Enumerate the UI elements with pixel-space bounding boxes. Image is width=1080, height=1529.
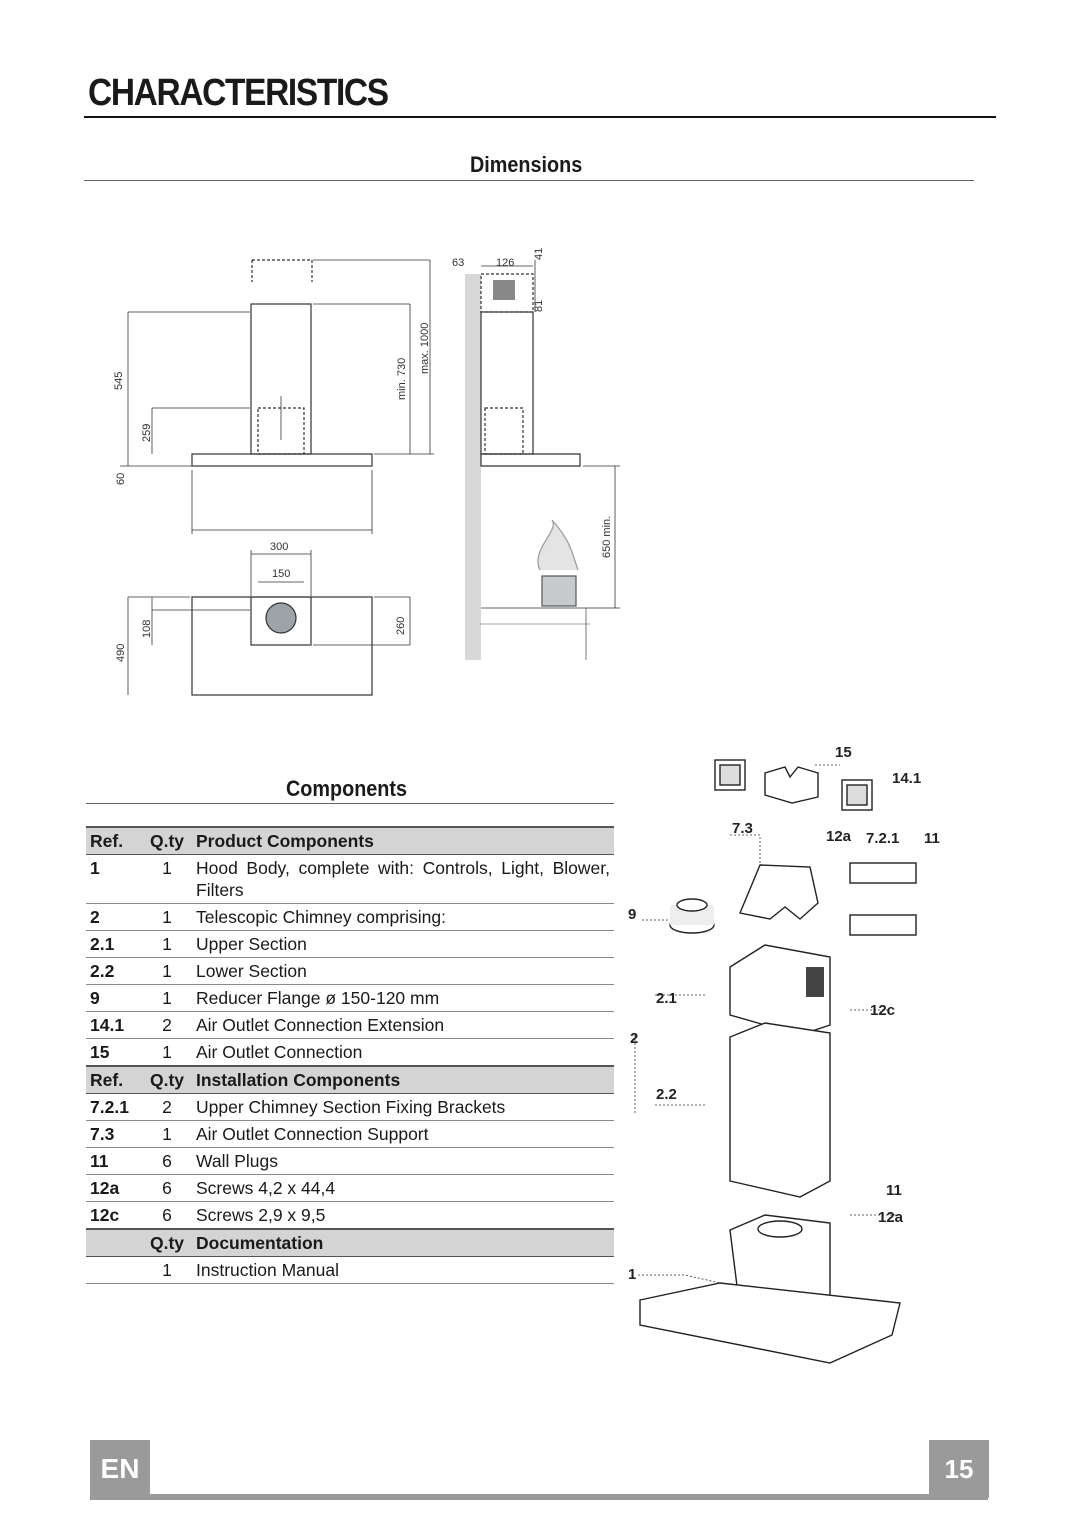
installation-header-row <box>86 1066 614 1094</box>
row-ref <box>86 1257 142 1284</box>
row-ref: 11 <box>86 1148 142 1175</box>
dim-126: 126 <box>496 257 515 269</box>
table-row <box>86 1039 614 1067</box>
row-ref: 14.1 <box>86 1012 142 1039</box>
table-row <box>86 1257 614 1284</box>
components-heading: Components <box>286 776 408 801</box>
row-qty: 1 <box>142 1121 192 1148</box>
dim-63: 63 <box>452 257 465 269</box>
dim-41: 41 <box>533 247 545 260</box>
table-row <box>86 1012 614 1039</box>
table-row <box>86 1202 614 1230</box>
table-row <box>86 1148 614 1175</box>
row-ref: 7.2.1 <box>86 1094 142 1121</box>
row-qty: 1 <box>142 904 192 931</box>
header-qty: Q.ty <box>142 1066 192 1094</box>
table-row <box>86 1094 614 1121</box>
row-qty: 2 <box>142 1012 192 1039</box>
row-ref: 12c <box>86 1202 142 1230</box>
row-ref: 9 <box>86 985 142 1012</box>
dim-max1000: max. 1000 <box>419 322 431 374</box>
header-qty: Q.ty <box>142 827 192 855</box>
row-qty: 2 <box>142 1094 192 1121</box>
label-2-2: 2.2 <box>656 1086 677 1103</box>
label-14-1: 14.1 <box>892 770 922 787</box>
row-qty: 1 <box>142 855 192 904</box>
row-ref: 12a <box>86 1175 142 1202</box>
row-desc: Air Outlet Connection Support <box>192 1121 614 1148</box>
product-header-row <box>86 827 614 855</box>
header-title: Product Components <box>192 827 614 855</box>
row-ref: 1 <box>86 855 142 904</box>
canopy-body <box>640 1283 900 1363</box>
row-ref: 2.2 <box>86 958 142 985</box>
row-ref: 2 <box>86 904 142 931</box>
row-qty: 6 <box>142 1148 192 1175</box>
outlet-support-bracket <box>740 865 818 919</box>
label-12c: 12c <box>870 1002 896 1019</box>
page-number: 15 <box>929 1440 989 1498</box>
language-badge: EN <box>90 1440 150 1498</box>
dim-300: 300 <box>270 541 289 553</box>
dim-108: 108 <box>141 619 153 638</box>
row-desc: Telescopic Chimney comprising: <box>192 904 614 931</box>
label-9: 9 <box>628 906 637 923</box>
header-ref <box>86 1229 142 1257</box>
table-row <box>86 855 614 904</box>
label-2: 2 <box>630 1030 639 1047</box>
row-desc: Air Outlet Connection <box>192 1039 614 1067</box>
label-2-1: 2.1 <box>656 990 677 1007</box>
dimensions-rule <box>84 180 974 181</box>
label-1: 1 <box>628 1266 637 1283</box>
documentation-header-row <box>86 1229 614 1257</box>
fixing-bracket-upper <box>850 863 916 883</box>
label-12a-bottom: 12a <box>878 1209 904 1226</box>
label-12a-top: 12a <box>826 828 852 845</box>
dim-81: 81 <box>533 299 545 312</box>
header-title: Installation Components <box>192 1066 614 1094</box>
dimensions-drawing <box>100 240 640 710</box>
chimney-lower-section <box>730 1023 830 1197</box>
air-outlet-connection <box>765 767 818 803</box>
label-11-bottom: 11 <box>886 1182 902 1199</box>
row-qty: 1 <box>142 931 192 958</box>
row-ref: 2.1 <box>86 931 142 958</box>
row-qty: 6 <box>142 1175 192 1202</box>
row-qty: 1 <box>142 985 192 1012</box>
dim-150: 150 <box>272 568 291 580</box>
dim-650: 650 min. <box>601 515 613 558</box>
row-ref: 15 <box>86 1039 142 1067</box>
row-desc: Instruction Manual <box>192 1257 614 1284</box>
label-7-3: 7.3 <box>732 820 753 837</box>
exploded-view-drawing <box>620 735 960 1375</box>
row-desc: Reducer Flange ø 150-120 mm <box>192 985 614 1012</box>
footer-band <box>90 1494 988 1500</box>
canopy-side <box>481 454 580 466</box>
row-qty: 1 <box>142 1039 192 1067</box>
row-desc: Screws 2,9 x 9,5 <box>192 1202 614 1230</box>
table-row <box>86 931 614 958</box>
outlet-circle <box>266 603 296 633</box>
steam <box>538 520 578 570</box>
row-desc: Upper Section <box>192 931 614 958</box>
dim-260: 260 <box>395 616 407 635</box>
row-desc: Screws 4,2 x 44,4 <box>192 1175 614 1202</box>
dim-60: 60 <box>115 472 127 485</box>
header-title: Documentation <box>192 1229 614 1257</box>
dim-490: 490 <box>115 643 127 662</box>
row-desc: Upper Chimney Section Fixing Brackets <box>192 1094 614 1121</box>
row-desc: Wall Plugs <box>192 1148 614 1175</box>
duct-dashed-outline <box>252 260 312 282</box>
label-15: 15 <box>835 744 852 761</box>
row-desc: Hood Body, complete with: Controls, Light, Blower, Filters <box>192 855 614 904</box>
row-desc: Air Outlet Connection Extension <box>192 1012 614 1039</box>
canopy-front <box>192 454 372 466</box>
dimensions-heading: Dimensions <box>470 152 583 177</box>
table-row <box>86 1121 614 1148</box>
label-11-top: 11 <box>924 830 940 847</box>
row-qty: 1 <box>142 958 192 985</box>
dim-min730: min. 730 <box>396 357 408 400</box>
components-table <box>86 826 614 1284</box>
dim-259: 259 <box>141 423 153 442</box>
header-ref: Ref. <box>86 1066 142 1094</box>
header-qty: Q.ty <box>142 1229 192 1257</box>
title-rule <box>84 116 996 118</box>
components-rule <box>86 803 614 804</box>
pot <box>542 576 576 606</box>
table-row <box>86 958 614 985</box>
row-qty: 1 <box>142 1257 192 1284</box>
row-ref: 7.3 <box>86 1121 142 1148</box>
wall-section <box>465 274 481 660</box>
table-row <box>86 904 614 931</box>
row-qty: 6 <box>142 1202 192 1230</box>
fixing-bracket-lower <box>850 915 916 935</box>
row-desc: Lower Section <box>192 958 614 985</box>
chimney-side <box>481 312 533 454</box>
table-row <box>86 1175 614 1202</box>
label-7-2-1: 7.2.1 <box>866 830 900 847</box>
dim-545: 545 <box>113 371 125 390</box>
table-row <box>86 985 614 1012</box>
header-ref: Ref. <box>86 827 142 855</box>
page-title: CHARACTERISTICS <box>88 72 388 114</box>
